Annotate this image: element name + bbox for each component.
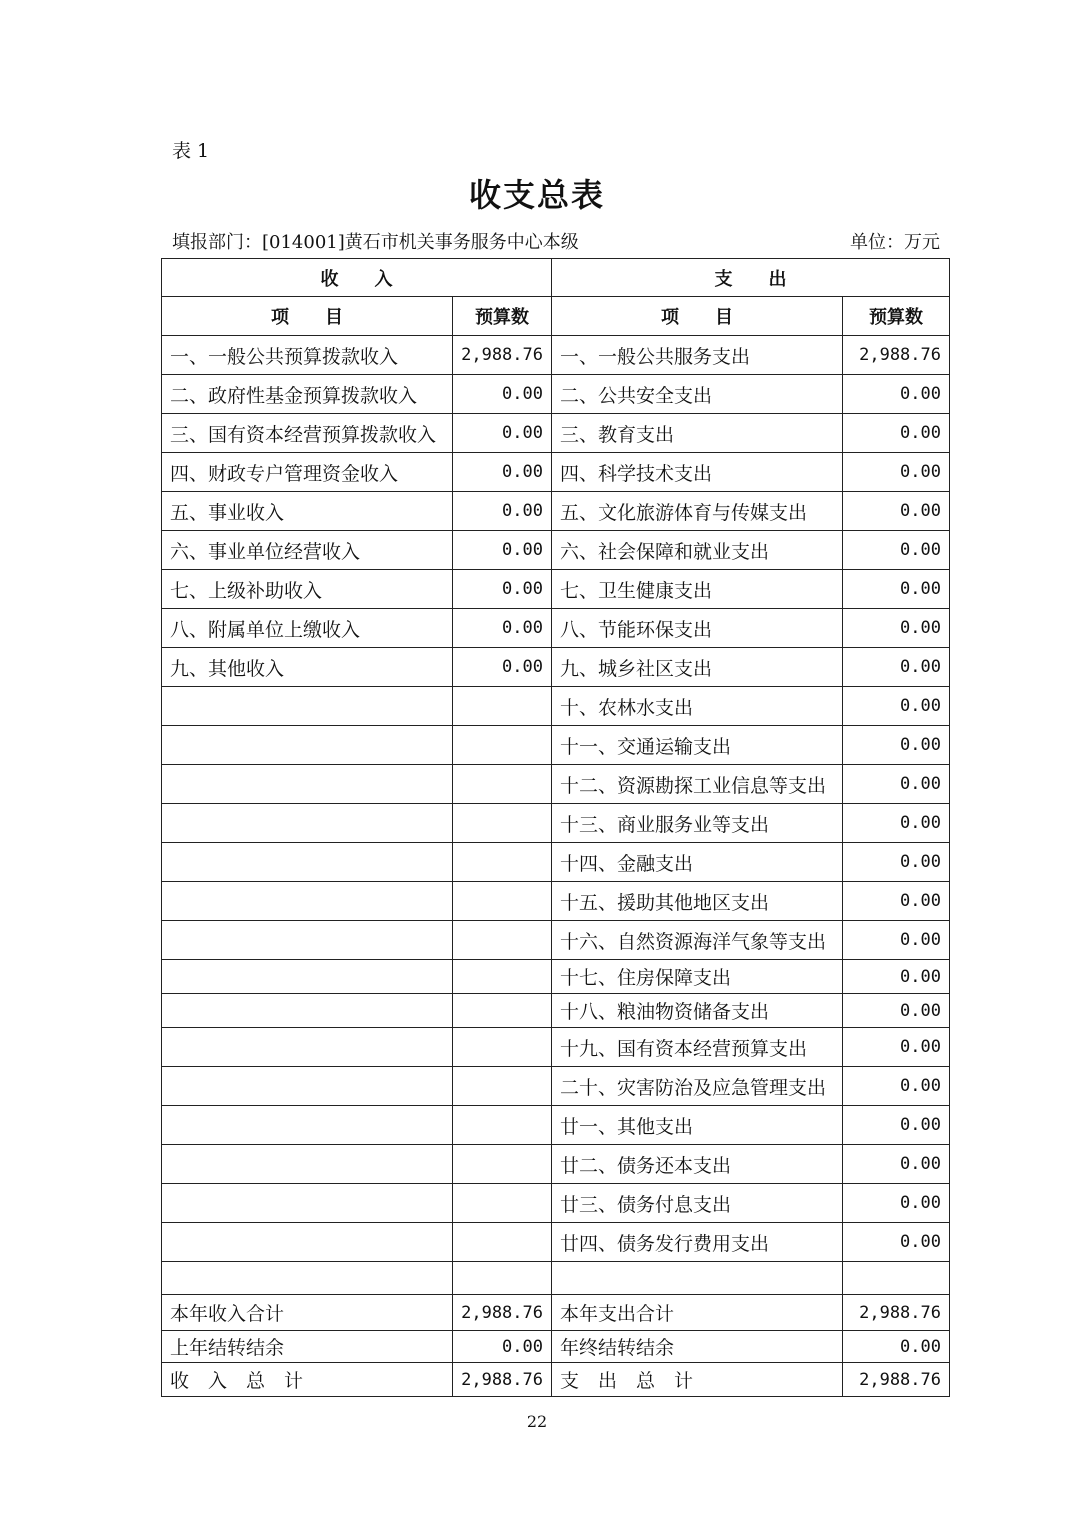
income-amount-cell bbox=[453, 960, 552, 994]
income-item-cell bbox=[162, 804, 453, 843]
expense-item-cell: 一、一般公共服务支出 bbox=[552, 336, 843, 375]
expense-item-cell: 年终结转结余 bbox=[552, 1331, 843, 1363]
department-label: 填报部门：[014001]黄石市机关事务服务中心本级 bbox=[172, 232, 579, 253]
table-row bbox=[162, 1106, 950, 1145]
table-row bbox=[162, 336, 950, 375]
income-amount-cell: 0.00 bbox=[453, 531, 552, 570]
expense-item-cell: 九、城乡社区支出 bbox=[552, 648, 843, 687]
expense-amount-cell: 0.00 bbox=[843, 765, 950, 804]
expense-item-cell: 三、教育支出 bbox=[552, 414, 843, 453]
expense-item-cell: 五、文化旅游体育与传媒支出 bbox=[552, 492, 843, 531]
expense-amount-cell: 0.00 bbox=[843, 843, 950, 882]
table-label: 表 1 bbox=[172, 140, 210, 162]
expense-amount-cell: 0.00 bbox=[843, 453, 950, 492]
table-row bbox=[162, 843, 950, 882]
table-row bbox=[162, 960, 950, 994]
expense-item-cell: 十九、国有资本经营预算支出 bbox=[552, 1028, 843, 1067]
table-row bbox=[162, 531, 950, 570]
expense-amount-cell: 0.00 bbox=[843, 882, 950, 921]
expense-budget-header: 预算数 bbox=[843, 297, 950, 336]
expense-item-cell: 十三、商业服务业等支出 bbox=[552, 804, 843, 843]
income-item-cell bbox=[162, 921, 453, 960]
page-title: 收支总表 bbox=[468, 176, 605, 214]
expense-amount-cell: 0.00 bbox=[843, 414, 950, 453]
expense-item-cell: 七、卫生健康支出 bbox=[552, 570, 843, 609]
income-item-cell bbox=[162, 1028, 453, 1067]
income-amount-cell: 0.00 bbox=[453, 453, 552, 492]
expense-amount-cell: 0.00 bbox=[843, 1067, 950, 1106]
income-amount-cell: 0.00 bbox=[453, 414, 552, 453]
expense-item-cell: 十一、交通运输支出 bbox=[552, 726, 843, 765]
income-amount-cell: 2,988.76 bbox=[453, 1295, 552, 1331]
income-item-cell bbox=[162, 994, 453, 1028]
expense-amount-cell: 0.00 bbox=[843, 1331, 950, 1363]
income-amount-cell: 0.00 bbox=[453, 1331, 552, 1363]
income-amount-cell: 0.00 bbox=[453, 375, 552, 414]
income-item-cell: 收 入 总 计 bbox=[162, 1363, 453, 1397]
income-amount-cell: 0.00 bbox=[453, 492, 552, 531]
expense-item-cell: 廿二、债务还本支出 bbox=[552, 1145, 843, 1184]
section-header-row bbox=[162, 259, 950, 297]
expense-item-cell: 十五、援助其他地区支出 bbox=[552, 882, 843, 921]
income-amount-cell: 2,988.76 bbox=[453, 1363, 552, 1397]
table-row bbox=[162, 414, 950, 453]
income-item-cell: 三、国有资本经营预算拨款收入 bbox=[162, 414, 453, 453]
expense-amount-cell: 0.00 bbox=[843, 687, 950, 726]
column-header-row bbox=[162, 297, 950, 336]
income-item-cell: 六、事业单位经营收入 bbox=[162, 531, 453, 570]
expense-item-cell: 十八、粮油物资储备支出 bbox=[552, 994, 843, 1028]
expense-item-cell: 廿一、其他支出 bbox=[552, 1106, 843, 1145]
budget-summary-table bbox=[161, 258, 950, 1397]
income-item-cell: 七、上级补助收入 bbox=[162, 570, 453, 609]
income-item-cell bbox=[162, 687, 453, 726]
income-item-cell: 八、附属单位上缴收入 bbox=[162, 609, 453, 648]
income-amount-cell bbox=[453, 1262, 552, 1295]
table-row bbox=[162, 1145, 950, 1184]
expense-item-cell: 二十、灾害防治及应急管理支出 bbox=[552, 1067, 843, 1106]
table-row bbox=[162, 921, 950, 960]
expense-amount-cell: 2,988.76 bbox=[843, 1363, 950, 1397]
income-amount-cell: 0.00 bbox=[453, 609, 552, 648]
expense-amount-cell: 0.00 bbox=[843, 609, 950, 648]
income-item-cell bbox=[162, 765, 453, 804]
expense-amount-cell: 0.00 bbox=[843, 804, 950, 843]
income-item-cell: 本年收入合计 bbox=[162, 1295, 453, 1331]
expense-item-cell: 六、社会保障和就业支出 bbox=[552, 531, 843, 570]
expense-item-cell: 支 出 总 计 bbox=[552, 1363, 843, 1397]
income-amount-cell bbox=[453, 726, 552, 765]
expense-amount-cell: 0.00 bbox=[843, 648, 950, 687]
expense-item-cell: 十二、资源勘探工业信息等支出 bbox=[552, 765, 843, 804]
table-row bbox=[162, 609, 950, 648]
total-row bbox=[162, 1363, 950, 1397]
total-row bbox=[162, 1331, 950, 1363]
page-number: 22 bbox=[526, 1412, 548, 1431]
income-amount-cell bbox=[453, 882, 552, 921]
expense-amount-cell: 2,988.76 bbox=[843, 1295, 950, 1331]
expense-item-cell: 二、公共安全支出 bbox=[552, 375, 843, 414]
expense-item-cell: 廿四、债务发行费用支出 bbox=[552, 1223, 843, 1262]
expense-amount-cell: 2,988.76 bbox=[843, 336, 950, 375]
unit-label: 单位：万元 bbox=[850, 232, 940, 253]
income-item-cell bbox=[162, 1067, 453, 1106]
income-item-cell: 五、事业收入 bbox=[162, 492, 453, 531]
expense-amount-cell bbox=[843, 1262, 950, 1295]
expense-amount-cell: 0.00 bbox=[843, 570, 950, 609]
income-amount-cell: 0.00 bbox=[453, 648, 552, 687]
income-amount-cell bbox=[453, 1067, 552, 1106]
expense-item-cell: 十、农林水支出 bbox=[552, 687, 843, 726]
expense-amount-cell: 0.00 bbox=[843, 531, 950, 570]
table-row bbox=[162, 1262, 950, 1295]
income-amount-cell bbox=[453, 687, 552, 726]
income-item-cell bbox=[162, 1145, 453, 1184]
expense-amount-cell: 0.00 bbox=[843, 375, 950, 414]
expense-item-cell: 十六、自然资源海洋气象等支出 bbox=[552, 921, 843, 960]
income-item-cell bbox=[162, 843, 453, 882]
expense-amount-cell: 0.00 bbox=[843, 726, 950, 765]
expense-amount-cell: 0.00 bbox=[843, 492, 950, 531]
income-amount-cell bbox=[453, 804, 552, 843]
expense-amount-cell: 0.00 bbox=[843, 1223, 950, 1262]
income-amount-cell bbox=[453, 994, 552, 1028]
income-item-cell bbox=[162, 1184, 453, 1223]
income-item-cell: 四、财政专户管理资金收入 bbox=[162, 453, 453, 492]
income-item-cell: 九、其他收入 bbox=[162, 648, 453, 687]
income-amount-cell bbox=[453, 1184, 552, 1223]
expense-item-cell: 四、科学技术支出 bbox=[552, 453, 843, 492]
expense-amount-cell: 0.00 bbox=[843, 994, 950, 1028]
income-item-cell: 一、一般公共预算拨款收入 bbox=[162, 336, 453, 375]
table-row bbox=[162, 687, 950, 726]
table-row bbox=[162, 648, 950, 687]
table-row bbox=[162, 765, 950, 804]
expense-item-header: 项 目 bbox=[552, 297, 843, 336]
table-row bbox=[162, 1067, 950, 1106]
expense-amount-cell: 0.00 bbox=[843, 1145, 950, 1184]
table-row bbox=[162, 1223, 950, 1262]
expense-item-cell: 八、节能环保支出 bbox=[552, 609, 843, 648]
income-item-cell bbox=[162, 1223, 453, 1262]
expense-item-cell: 廿三、债务付息支出 bbox=[552, 1184, 843, 1223]
expense-item-cell: 本年支出合计 bbox=[552, 1295, 843, 1331]
income-item-cell: 二、政府性基金预算拨款收入 bbox=[162, 375, 453, 414]
table-row bbox=[162, 570, 950, 609]
expense-section-header: 支 出 bbox=[552, 259, 950, 297]
income-budget-header: 预算数 bbox=[453, 297, 552, 336]
table-row bbox=[162, 453, 950, 492]
table-row bbox=[162, 994, 950, 1028]
income-item-cell bbox=[162, 882, 453, 921]
table-row bbox=[162, 492, 950, 531]
income-amount-cell bbox=[453, 1028, 552, 1067]
income-amount-cell: 0.00 bbox=[453, 570, 552, 609]
expense-amount-cell: 0.00 bbox=[843, 1106, 950, 1145]
income-amount-cell bbox=[453, 1106, 552, 1145]
expense-amount-cell: 0.00 bbox=[843, 960, 950, 994]
expense-item-cell: 十四、金融支出 bbox=[552, 843, 843, 882]
income-item-cell bbox=[162, 726, 453, 765]
income-item-cell: 上年结转结余 bbox=[162, 1331, 453, 1363]
table-row bbox=[162, 1028, 950, 1067]
income-section-header: 收 入 bbox=[162, 259, 552, 297]
table-row bbox=[162, 375, 950, 414]
table-row bbox=[162, 1184, 950, 1223]
expense-item-cell: 十七、住房保障支出 bbox=[552, 960, 843, 994]
expense-amount-cell: 0.00 bbox=[843, 921, 950, 960]
expense-amount-cell: 0.00 bbox=[843, 1028, 950, 1067]
expense-item-cell bbox=[552, 1262, 843, 1295]
income-amount-cell: 2,988.76 bbox=[453, 336, 552, 375]
table-row bbox=[162, 882, 950, 921]
total-row bbox=[162, 1295, 950, 1331]
income-item-cell bbox=[162, 1262, 453, 1295]
income-amount-cell bbox=[453, 1145, 552, 1184]
income-item-header: 项 目 bbox=[162, 297, 453, 336]
income-item-cell bbox=[162, 960, 453, 994]
income-amount-cell bbox=[453, 843, 552, 882]
table-row bbox=[162, 804, 950, 843]
income-amount-cell bbox=[453, 921, 552, 960]
income-amount-cell bbox=[453, 1223, 552, 1262]
income-amount-cell bbox=[453, 765, 552, 804]
expense-amount-cell: 0.00 bbox=[843, 1184, 950, 1223]
table-row bbox=[162, 726, 950, 765]
income-item-cell bbox=[162, 1106, 453, 1145]
